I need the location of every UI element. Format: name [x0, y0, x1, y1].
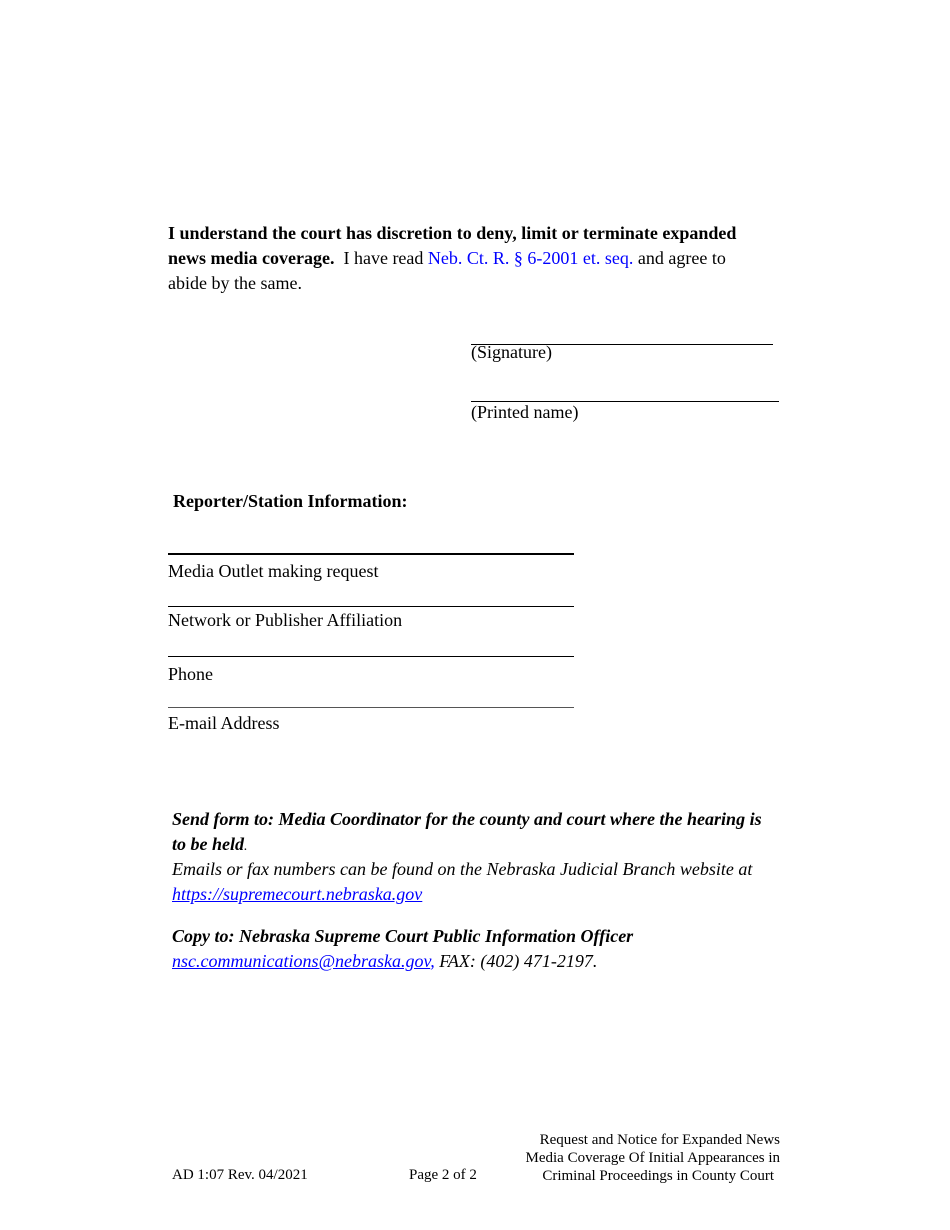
network-label: Network or Publisher Affiliation [168, 610, 403, 630]
send-to-line1: Send form to: Media Coordinator for the county and court where the hearing is [172, 809, 762, 829]
email-line[interactable] [168, 707, 574, 708]
agreement-text: I have read [343, 248, 424, 268]
phone-label: Phone [168, 664, 213, 684]
network-line[interactable] [168, 606, 574, 607]
printed-name-label: (Printed name) [471, 402, 579, 422]
form-title-line: Request and Notice for Expanded News [539, 1132, 780, 1148]
phone-line[interactable] [168, 656, 574, 657]
reporter-heading: Reporter/Station Information: [173, 491, 408, 511]
agreement-bold-line: I understand the court has discretion to deny, limit or terminate expanded [168, 223, 737, 243]
send-to-line2: to be held [172, 834, 244, 854]
website-link[interactable]: https://supremecourt.nebraska.gov [172, 884, 423, 904]
form-id: AD 1:07 Rev. 04/2021 [172, 1167, 308, 1183]
copy-to: Copy to: Nebraska Supreme Court Public Information Officer [172, 926, 634, 946]
form-title-line: Criminal Proceedings in County Court [542, 1168, 774, 1184]
email-label: E-mail Address [168, 713, 280, 733]
signature-label: (Signature) [471, 342, 552, 362]
email-link[interactable]: nsc.communications@nebraska.gov [172, 951, 431, 971]
form-title [526, 1131, 781, 1185]
send-to-period: . [244, 839, 248, 854]
agreement-text-after: and agree to [637, 248, 726, 268]
form-title-line: Media Coverage Of Initial Appearances in [525, 1150, 780, 1166]
agreement-bold-line-2: news media coverage. [168, 248, 335, 268]
emails-text: Emails or fax numbers can be found on the Nebraska Judicial Branch website at [172, 859, 753, 879]
page-number: Page 2 of 2 [409, 1167, 477, 1183]
agreement-line3: abide by the same. [168, 273, 302, 293]
media-outlet-label: Media Outlet making request [168, 561, 379, 581]
comma: , [430, 951, 435, 971]
rule-link[interactable]: Neb. Ct. R. § 6-2001 et. seq. [427, 248, 634, 268]
fax-number: FAX: (402) 471-2197. [434, 951, 598, 971]
media-outlet-line[interactable] [168, 553, 574, 555]
